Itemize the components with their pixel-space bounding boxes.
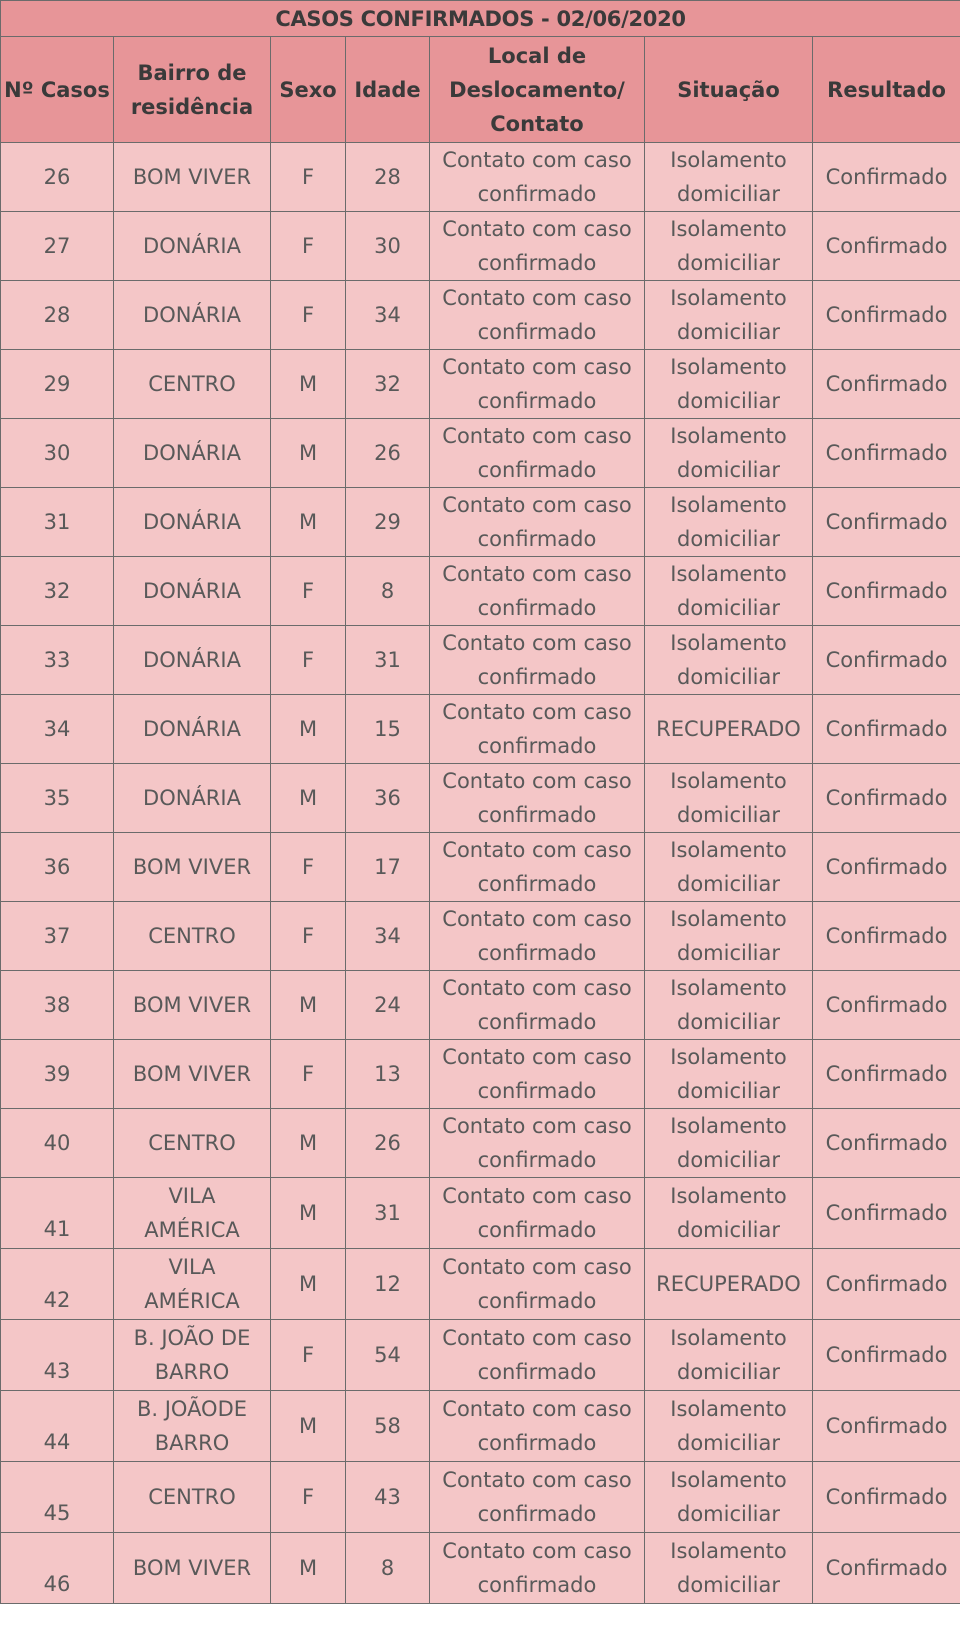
cell-bairro-line: BOM VIVER [132,165,252,189]
cell-local-line: Contato com caso [442,286,632,310]
cell-local [430,695,645,764]
cell-situacao [645,1040,813,1109]
cell-bairro [114,488,271,557]
cell-local [430,1462,645,1533]
cell-situacao [645,1533,813,1604]
header-bairro [114,37,271,143]
cell-bairro-line: VILA [168,1184,216,1208]
cell-local [430,902,645,971]
cell-idade: 34 [346,902,430,971]
table-body [1,143,960,1604]
cell-sexo: F [271,212,346,281]
cell-situacao-line: domiciliar [676,941,781,965]
cell-local [430,212,645,281]
cell-idade: 8 [346,557,430,626]
header-bairro-line: residência [130,94,254,119]
table-row [1,1109,960,1178]
cell-resultado: Confirmado [813,1391,960,1462]
cell-sexo: M [271,695,346,764]
cell-situacao-line: Isolamento [670,631,787,655]
cell-local-line: confirmado [477,734,597,758]
cell-local-line: Contato com caso [442,700,632,724]
header-idade: Idade [346,37,430,143]
cell-local [430,1320,645,1391]
table-row [1,1178,960,1249]
table-row [1,626,960,695]
cell-local-line: confirmado [477,1360,597,1384]
cell-idade: 58 [346,1391,430,1462]
cell-situacao-line: domiciliar [676,527,781,551]
cell-situacao-line: RECUPERADO [656,1272,801,1296]
table-row [1,212,960,281]
cell-bairro-line: DONÁRIA [143,648,241,672]
cell-num: 37 [1,902,114,971]
cell-situacao [645,419,813,488]
cell-situacao [645,902,813,971]
cell-sexo: F [271,557,346,626]
cell-idade: 8 [346,1533,430,1604]
cell-local [430,281,645,350]
cell-situacao-line: RECUPERADO [656,717,801,741]
table-row [1,488,960,557]
cell-sexo: M [271,488,346,557]
cell-local [430,764,645,833]
cell-situacao-line: Isolamento [670,286,787,310]
cell-local [430,143,645,212]
cell-situacao [645,971,813,1040]
cell-num: 29 [1,350,114,419]
cell-situacao-line: Isolamento [670,493,787,517]
cell-bairro [114,971,271,1040]
cell-situacao [645,1391,813,1462]
cell-idade: 26 [346,419,430,488]
cell-local-line: Contato com caso [442,355,632,379]
cell-bairro-line: B. JOÃODE [136,1397,248,1421]
table-row [1,695,960,764]
cell-local [430,1178,645,1249]
cell-sexo: M [271,419,346,488]
cell-local [430,1249,645,1320]
cell-resultado: Confirmado [813,1109,960,1178]
cell-resultado: Confirmado [813,557,960,626]
cell-local-line: confirmado [477,1573,597,1597]
cell-bairro-line: DONÁRIA [143,441,241,465]
cell-sexo: F [271,281,346,350]
table-row [1,419,960,488]
cell-idade: 31 [346,1178,430,1249]
cell-sexo: F [271,1040,346,1109]
cell-bairro [114,1462,271,1533]
header-sexo: Sexo [271,37,346,143]
cell-sexo: M [271,1178,346,1249]
cell-local [430,1109,645,1178]
cell-resultado: Confirmado [813,281,960,350]
cell-sexo: F [271,626,346,695]
cell-bairro-line: CENTRO [148,924,236,948]
header-resultado: Resultado [813,37,960,143]
cell-situacao-line: Isolamento [670,1114,787,1138]
cell-bairro-line: BARRO [154,1431,230,1455]
cell-resultado: Confirmado [813,902,960,971]
cell-situacao-line: domiciliar [676,251,781,275]
cell-idade: 13 [346,1040,430,1109]
table-title: CASOS CONFIRMADOS - 02/06/2020 [1,1,960,37]
cell-situacao-line: domiciliar [676,320,781,344]
cell-situacao-line: Isolamento [670,838,787,862]
cell-resultado: Confirmado [813,419,960,488]
table-row [1,1040,960,1109]
cell-situacao-line: domiciliar [676,1360,781,1384]
cell-situacao-line: Isolamento [670,148,787,172]
cell-situacao-line: Isolamento [670,1397,787,1421]
cell-situacao-line: domiciliar [676,458,781,482]
cell-bairro [114,1249,271,1320]
cell-resultado: Confirmado [813,1320,960,1391]
cell-bairro-line: CENTRO [148,372,236,396]
cell-idade: 31 [346,626,430,695]
cell-situacao [645,1178,813,1249]
cell-bairro [114,212,271,281]
cell-sexo: M [271,1109,346,1178]
cell-bairro-line: DONÁRIA [143,579,241,603]
cell-sexo: F [271,833,346,902]
cell-situacao-line: domiciliar [676,1573,781,1597]
cell-local-line: Contato com caso [442,493,632,517]
cell-situacao [645,833,813,902]
cell-local-line: Contato com caso [442,1326,632,1350]
cell-idade: 29 [346,488,430,557]
cell-local-line: Contato com caso [442,1114,632,1138]
cell-idade: 34 [346,281,430,350]
cell-local-line: Contato com caso [442,1539,632,1563]
cell-num: 38 [1,971,114,1040]
cell-local-line: Contato com caso [442,148,632,172]
cell-resultado: Confirmado [813,1533,960,1604]
cell-local [430,350,645,419]
cell-idade: 12 [346,1249,430,1320]
cell-local-line: Contato com caso [442,1397,632,1421]
cell-local-line: confirmado [477,1289,597,1313]
cell-local-line: confirmado [477,1010,597,1034]
table-row [1,764,960,833]
cell-bairro [114,1178,271,1249]
cell-local [430,488,645,557]
cell-idade: 36 [346,764,430,833]
cell-situacao-line: Isolamento [670,217,787,241]
cell-situacao-line: Isolamento [670,1045,787,1069]
cell-idade: 17 [346,833,430,902]
cell-idade: 54 [346,1320,430,1391]
cell-local-line: confirmado [477,1079,597,1103]
cell-situacao [645,1320,813,1391]
cell-num: 26 [1,143,114,212]
cell-local-line: confirmado [477,1431,597,1455]
cell-bairro-line: VILA [168,1255,216,1279]
table-row [1,1320,960,1391]
cell-idade: 30 [346,212,430,281]
cell-situacao-line: domiciliar [676,803,781,827]
table-row [1,902,960,971]
cell-num: 34 [1,695,114,764]
cell-local-line: confirmado [477,872,597,896]
cell-bairro [114,281,271,350]
table-row [1,833,960,902]
cell-situacao [645,350,813,419]
cell-local-line: Contato com caso [442,562,632,586]
cell-local-line: Contato com caso [442,217,632,241]
header-bairro-line: Bairro de [137,60,247,85]
table-row [1,971,960,1040]
cell-situacao-line: domiciliar [676,1502,781,1526]
cell-situacao [645,764,813,833]
cell-situacao-line: Isolamento [670,907,787,931]
cell-local-line: Contato com caso [442,907,632,931]
cell-situacao-line: domiciliar [676,665,781,689]
cell-local-line: Contato com caso [442,838,632,862]
cell-sexo: M [271,764,346,833]
cell-bairro-line: CENTRO [148,1485,236,1509]
cell-local-line: Contato com caso [442,1468,632,1492]
cell-local-line: confirmado [477,320,597,344]
header-num: Nº Casos [1,37,114,143]
cell-bairro [114,764,271,833]
cell-situacao-line: Isolamento [670,355,787,379]
cell-resultado: Confirmado [813,143,960,212]
cell-local-line: Contato com caso [442,976,632,1000]
cell-bairro [114,557,271,626]
cell-bairro [114,1109,271,1178]
cell-sexo: F [271,143,346,212]
cell-idade: 26 [346,1109,430,1178]
cell-situacao [645,281,813,350]
cell-num: 36 [1,833,114,902]
cell-situacao-line: Isolamento [670,976,787,1000]
cell-situacao-line: domiciliar [676,872,781,896]
cell-situacao [645,1109,813,1178]
cell-situacao [645,1462,813,1533]
cell-resultado: Confirmado [813,626,960,695]
cell-local-line: Contato com caso [442,1184,632,1208]
cell-num: 46 [1,1533,114,1604]
cell-local-line: confirmado [477,251,597,275]
cell-situacao [645,1249,813,1320]
cell-local-line: Contato com caso [442,631,632,655]
table-row [1,1533,960,1604]
cell-situacao-line: Isolamento [670,562,787,586]
cell-bairro [114,1391,271,1462]
cell-resultado: Confirmado [813,1178,960,1249]
cell-situacao [645,626,813,695]
header-situacao: Situação [645,37,813,143]
cell-local [430,626,645,695]
cell-local-line: confirmado [477,1218,597,1242]
cell-resultado: Confirmado [813,695,960,764]
table-row [1,143,960,212]
cell-bairro-line: DONÁRIA [143,717,241,741]
cell-num: 35 [1,764,114,833]
cell-idade: 28 [346,143,430,212]
cell-situacao-line: domiciliar [676,1148,781,1172]
cell-local [430,557,645,626]
cell-local [430,1391,645,1462]
cell-resultado: Confirmado [813,764,960,833]
cell-num: 44 [1,1391,114,1462]
cell-bairro-line: BOM VIVER [132,855,252,879]
table-row [1,1391,960,1462]
cell-local-line: Contato com caso [442,424,632,448]
cell-local-line: Contato com caso [442,1045,632,1069]
header-row [1,37,960,143]
cell-num: 39 [1,1040,114,1109]
cell-idade: 15 [346,695,430,764]
cell-situacao-line: Isolamento [670,1184,787,1208]
cell-sexo: M [271,1391,346,1462]
cell-bairro [114,902,271,971]
cell-bairro [114,1320,271,1391]
cell-local-line: confirmado [477,527,597,551]
cell-idade: 32 [346,350,430,419]
cell-situacao [645,557,813,626]
cell-bairro-line: DONÁRIA [143,303,241,327]
cell-sexo: F [271,902,346,971]
cell-num: 40 [1,1109,114,1178]
header-local-line: Contato [490,111,584,136]
cell-sexo: F [271,1462,346,1533]
cell-situacao-line: domiciliar [676,1010,781,1034]
cell-local [430,971,645,1040]
cell-situacao-line: domiciliar [676,1079,781,1103]
cell-bairro [114,419,271,488]
cell-local-line: confirmado [477,458,597,482]
cell-bairro [114,695,271,764]
cell-situacao-line: domiciliar [676,389,781,413]
cell-bairro-line: BARRO [154,1360,230,1384]
cell-num: 42 [1,1249,114,1320]
cell-num: 28 [1,281,114,350]
table-row [1,281,960,350]
cell-situacao [645,695,813,764]
cell-situacao [645,212,813,281]
cell-idade: 43 [346,1462,430,1533]
cell-bairro [114,626,271,695]
cell-sexo: M [271,1249,346,1320]
table-row [1,557,960,626]
cell-num: 43 [1,1320,114,1391]
cell-num: 32 [1,557,114,626]
cell-num: 30 [1,419,114,488]
cell-situacao-line: domiciliar [676,1218,781,1242]
cell-resultado: Confirmado [813,971,960,1040]
cell-bairro-line: CENTRO [148,1131,236,1155]
cell-bairro [114,1533,271,1604]
cell-local-line: confirmado [477,665,597,689]
cell-bairro-line: AMÉRICA [144,1289,240,1313]
cell-num: 41 [1,1178,114,1249]
cell-sexo: M [271,1533,346,1604]
cell-local-line: Contato com caso [442,769,632,793]
cell-sexo: M [271,971,346,1040]
cell-local [430,419,645,488]
cell-sexo: M [271,350,346,419]
cell-bairro-line: DONÁRIA [143,234,241,258]
cell-num: 33 [1,626,114,695]
cell-local [430,1533,645,1604]
cell-situacao [645,488,813,557]
cell-num: 31 [1,488,114,557]
table-row [1,1249,960,1320]
cell-situacao [645,143,813,212]
cell-bairro-line: BOM VIVER [132,1556,252,1580]
cell-bairro [114,143,271,212]
cell-bairro-line: B. JOÃO DE [133,1326,251,1350]
header-local-line: Local de [487,43,587,68]
cell-local-line: Contato com caso [442,1255,632,1279]
cell-local-line: confirmado [477,596,597,620]
cell-bairro-line: AMÉRICA [144,1218,240,1242]
cell-num: 45 [1,1462,114,1533]
cell-bairro [114,833,271,902]
cell-resultado: Confirmado [813,350,960,419]
cell-bairro-line: DONÁRIA [143,510,241,534]
cell-resultado: Confirmado [813,833,960,902]
cell-local-line: confirmado [477,1502,597,1526]
cell-num: 27 [1,212,114,281]
cell-local-line: confirmado [477,941,597,965]
cell-local-line: confirmado [477,1148,597,1172]
cell-resultado: Confirmado [813,1040,960,1109]
table-row [1,350,960,419]
cell-resultado: Confirmado [813,212,960,281]
cell-local-line: confirmado [477,182,597,206]
cell-resultado: Confirmado [813,1249,960,1320]
cell-local [430,833,645,902]
cell-situacao-line: Isolamento [670,1539,787,1563]
cell-local-line: confirmado [477,389,597,413]
cell-resultado: Confirmado [813,488,960,557]
cell-bairro-line: BOM VIVER [132,1062,252,1086]
cell-sexo: F [271,1320,346,1391]
table-row [1,1462,960,1533]
cell-bairro [114,350,271,419]
cell-situacao-line: domiciliar [676,596,781,620]
cell-resultado: Confirmado [813,1462,960,1533]
title-row [1,1,960,37]
cell-bairro-line: DONÁRIA [143,786,241,810]
cell-situacao-line: domiciliar [676,182,781,206]
cell-situacao-line: domiciliar [676,1431,781,1455]
cell-local [430,1040,645,1109]
cell-situacao-line: Isolamento [670,424,787,448]
cell-idade: 24 [346,971,430,1040]
cell-situacao-line: Isolamento [670,1468,787,1492]
cell-local-line: confirmado [477,803,597,827]
cell-bairro [114,1040,271,1109]
header-local-line: Deslocamento/ [449,77,625,102]
cell-bairro-line: BOM VIVER [132,993,252,1017]
header-local [430,37,645,143]
cell-situacao-line: Isolamento [670,1326,787,1350]
cell-situacao-line: Isolamento [670,769,787,793]
